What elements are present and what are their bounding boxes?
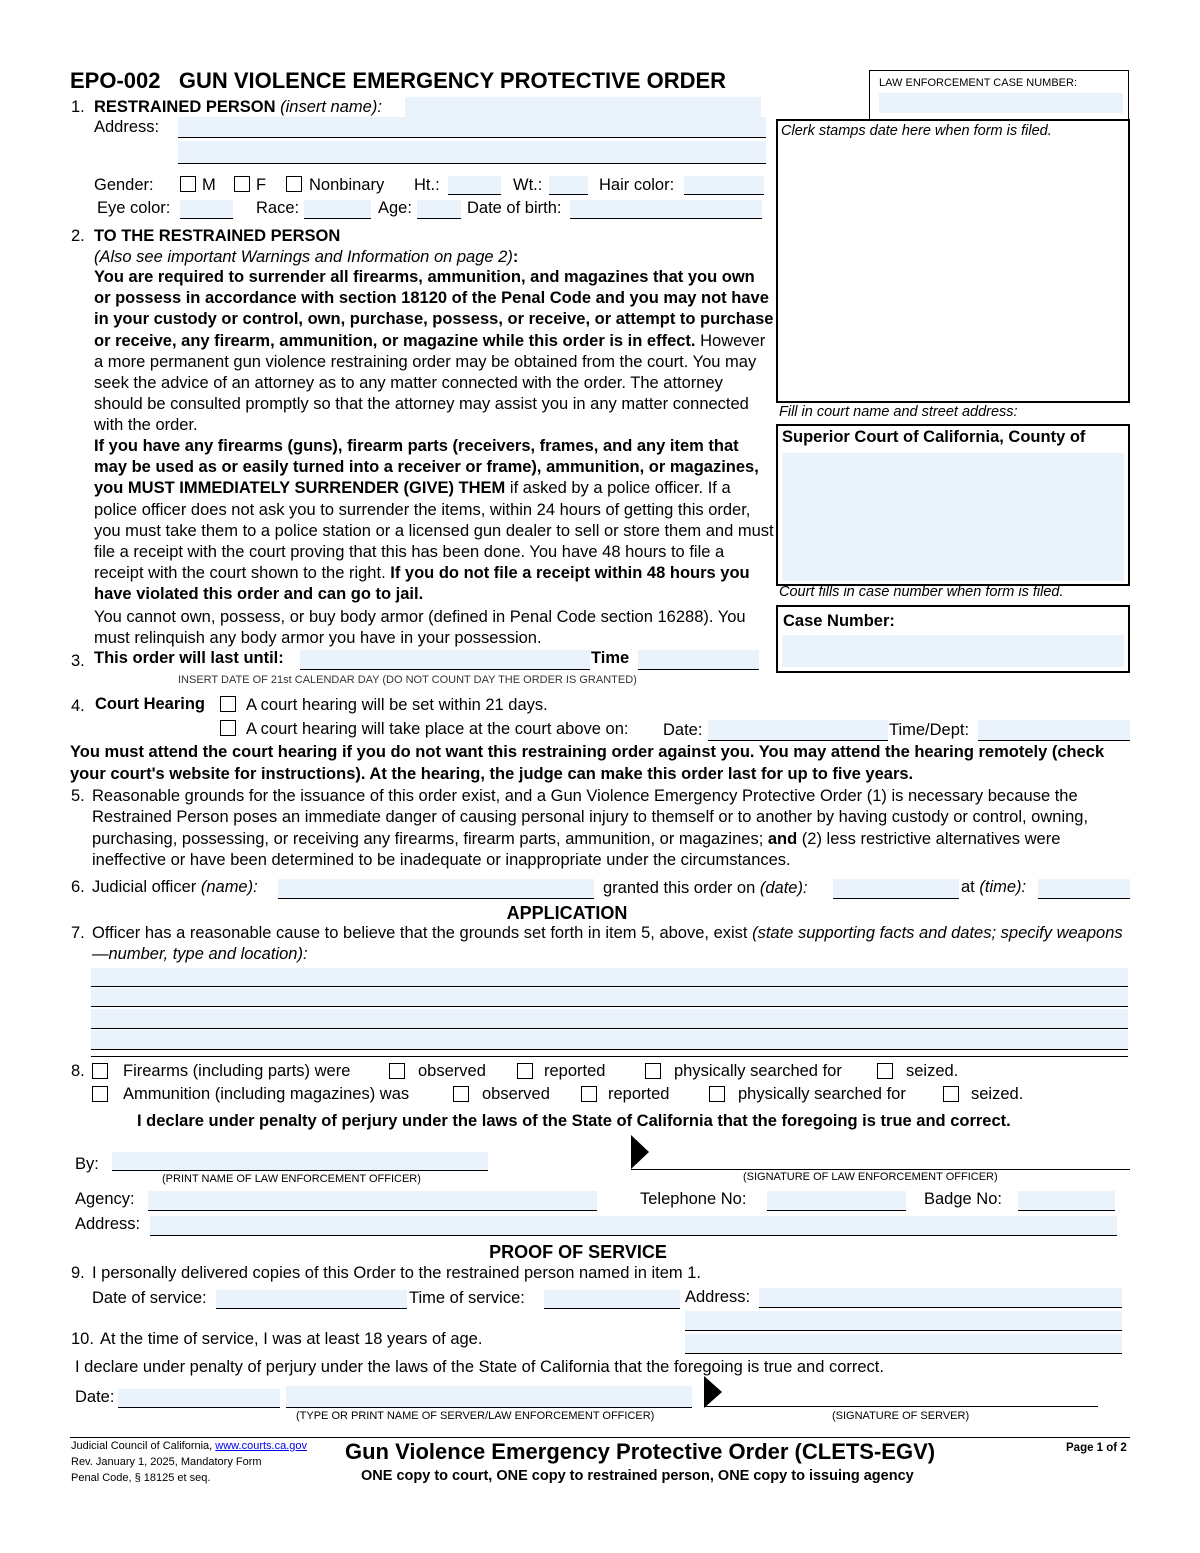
firearms-checkbox[interactable] — [92, 1063, 108, 1079]
item1-number: 1. — [71, 98, 85, 116]
item10-number: 10. — [71, 1330, 94, 1348]
item2-paragraph-1 — [94, 267, 774, 437]
firearms-seized-label: seized. — [906, 1062, 959, 1080]
surrender-instructions: if asked by a police officer. If a police officer does not ask you to surrender the items, within 24 hours of getting this order, you must take them to a police station or a licensed gun dealer to sell or store them and must file a receipt with the court proving that this has been done. You have 48 hours to file a receipt with the court shown to the right. — [94, 479, 774, 583]
case-number-label: Case Number: — [783, 612, 895, 630]
item5-and: and — [767, 829, 798, 848]
weight-field[interactable] — [549, 176, 588, 195]
proof-of-service-heading: PROOF OF SERVICE — [489, 1242, 667, 1262]
firearms-reported-label: reported — [544, 1062, 606, 1080]
granted-date-field[interactable] — [833, 879, 959, 899]
gender-m-label: M — [202, 176, 216, 194]
hearing-timedept-label: Time/Dept: — [889, 721, 970, 739]
granted-text: granted this order on — [603, 879, 756, 897]
item8-number: 8. — [71, 1062, 85, 1080]
form-id: EPO-002 — [70, 68, 161, 93]
clerk-stamp-text: Clerk stamps date here when form is filed. — [781, 123, 1052, 139]
insert-name-label: (insert name): — [280, 98, 382, 116]
ammo-seized-label: seized. — [971, 1085, 1024, 1103]
ammo-observed-label: observed — [482, 1085, 550, 1103]
hearing-21days-checkbox[interactable] — [220, 696, 236, 712]
granted-time-label — [961, 877, 1026, 898]
attorney-advice: However a more permanent gun violence restraining order may be obtained from the court. You may seek the advice of an attorney as to any matter connected with the order. The attorney should be consulted promptly so that the attorney may assist you in any matter connected with the order. — [94, 331, 766, 435]
form-title-text: GUN VIOLENCE EMERGENCY PROTECTIVE ORDER — [178, 68, 727, 93]
item5-text — [92, 786, 1132, 872]
hearing-scheduled-checkbox[interactable] — [220, 720, 236, 736]
time-of-service-field[interactable] — [544, 1290, 680, 1309]
item2-body-armor: You cannot own, possess, or buy body armor (defined in Penal Code section 16288). You must relinquish any body armor you have in your possession. — [94, 608, 746, 648]
facts-line-3[interactable] — [91, 1009, 1128, 1029]
server-name-caption: (TYPE OR PRINT NAME OF SERVER/LAW ENFORCEMENT OFFICER) — [296, 1410, 655, 1422]
service-address-field-1[interactable] — [759, 1288, 1122, 1308]
server-name-field[interactable] — [286, 1386, 692, 1408]
firearms-observed-checkbox[interactable] — [389, 1063, 405, 1079]
age-label: Age: — [378, 199, 412, 217]
server-date-label: Date: — [75, 1388, 115, 1406]
order-time-label: Time — [591, 649, 630, 667]
telephone-field[interactable] — [767, 1191, 906, 1211]
le-case-number-box — [869, 70, 1129, 120]
firearms-searched-label: physically searched for — [674, 1062, 842, 1080]
surrender-requirement: You are required to surrender all firearms, ammunition, and magazines that you own or possess in accordance with section 18120 of the Penal Code and you may not have in your custody or control, own, purchase, possess, or receive, or attempt to purchase or receive, any firearm, ammunition, or magazine while this order is in effect. — [94, 268, 774, 350]
officer-perjury-declaration: I declare under penalty of perjury under the laws of the State of California that the foregoing is true and correct. — [137, 1112, 1011, 1130]
gender-f-checkbox[interactable] — [234, 176, 250, 192]
item1-label — [94, 97, 382, 118]
server-signature-caption: (SIGNATURE OF SERVER) — [832, 1410, 970, 1422]
firearms-label: Firearms (including parts) were — [123, 1062, 351, 1080]
hearing-timedept-field[interactable] — [978, 720, 1130, 741]
telephone-label: Telephone No: — [640, 1190, 747, 1208]
judicial-officer-text: Judicial officer — [92, 878, 197, 896]
item7-text — [92, 923, 1132, 966]
footer-council-text: Judicial Council of California, — [71, 1440, 216, 1452]
clerk-stamp-box — [776, 119, 1130, 403]
address-field-2[interactable] — [178, 141, 766, 164]
firearms-observed-label: observed — [418, 1062, 486, 1080]
item7-text-main: Officer has a reasonable cause to believe that the grounds set forth in item 5, above, exist — [92, 924, 753, 942]
server-date-field[interactable] — [118, 1389, 280, 1408]
item2-number: 2. — [71, 227, 85, 245]
date-of-service-field[interactable] — [216, 1290, 407, 1309]
firearms-seized-checkbox[interactable] — [877, 1063, 893, 1079]
service-address-label: Address: — [685, 1288, 751, 1306]
item2-subtitle-colon: : — [512, 248, 519, 266]
ammo-seized-checkbox[interactable] — [943, 1086, 959, 1102]
ammo-searched-label: physically searched for — [738, 1085, 906, 1103]
ammo-searched-checkbox[interactable] — [709, 1086, 725, 1102]
item9-number: 9. — [71, 1264, 85, 1282]
order-end-time-field[interactable] — [638, 650, 759, 670]
dob-field[interactable] — [570, 200, 762, 219]
hearing-scheduled-label: A court hearing will take place at the court above on: — [246, 720, 629, 738]
officer-signature-arrow-icon — [631, 1135, 649, 1169]
footer-revision: Rev. January 1, 2025, Mandatory Form — [71, 1456, 262, 1468]
officer-signature-line[interactable] — [631, 1169, 1130, 1170]
by-label: By: — [75, 1155, 99, 1173]
order-date-note: INSERT DATE OF 21st CALENDAR DAY (DO NOT COUNT DAY THE ORDER IS GRANTED) — [178, 674, 637, 686]
item5-number: 5. — [71, 787, 85, 805]
item9-text: I personally delivered copies of this Order to the restrained person named in item 1. — [92, 1264, 701, 1282]
case-number-note: Court fills in case number when form is filed. — [779, 584, 1064, 600]
judicial-officer-label — [92, 877, 258, 898]
officer-signature-caption: (SIGNATURE OF LAW ENFORCEMENT OFFICER) — [743, 1171, 998, 1183]
hair-color-label: Hair color: — [599, 176, 675, 194]
item2-title: TO THE RESTRAINED PERSON — [94, 227, 341, 245]
server-signature-arrow-icon — [704, 1376, 722, 1408]
gender-m-checkbox[interactable] — [180, 176, 196, 192]
case-number-field[interactable] — [782, 635, 1124, 667]
agency-field[interactable] — [148, 1191, 597, 1211]
judicial-officer-name-label: (name): — [200, 878, 258, 896]
ammo-observed-checkbox[interactable] — [453, 1086, 469, 1102]
server-signature-line[interactable] — [704, 1406, 1098, 1407]
item10-text: At the time of service, I was at least 18 years of age. — [100, 1330, 483, 1348]
firearms-searched-checkbox[interactable] — [645, 1063, 661, 1079]
restrained-name-field[interactable] — [405, 97, 761, 118]
officer-name-field[interactable] — [112, 1152, 488, 1171]
hearing-attendance-warning: You must attend the court hearing if you do not want this restraining order against you. You may attend the hearing remotely (check your court's website for instructions). At the hearing, the judge can make this order last for up to five years. — [70, 743, 1105, 783]
officer-address-field[interactable] — [150, 1216, 1117, 1236]
service-address-field-2[interactable] — [685, 1311, 1122, 1331]
badge-label: Badge No: — [924, 1190, 1002, 1208]
footer-penal-code: Penal Code, § 18125 et seq. — [71, 1472, 211, 1484]
item6-number: 6. — [71, 878, 85, 896]
race-label: Race: — [256, 199, 300, 217]
gender-nonbinary-checkbox[interactable] — [286, 176, 302, 192]
order-end-date-field[interactable] — [300, 650, 590, 670]
item7-number: 7. — [71, 924, 85, 942]
footer-council — [71, 1440, 307, 1453]
race-field[interactable] — [304, 200, 371, 219]
officer-name-caption: (PRINT NAME OF LAW ENFORCEMENT OFFICER) — [162, 1173, 421, 1185]
badge-field[interactable] — [1018, 1191, 1115, 1211]
item5-text-a: Reasonable grounds for the issuance of this order exist, and a Gun Violence Emergency Protective Order (1) is necessary because the Restrained Person poses an immediate danger of causing personal injury to themself or to another by having custody or control, owning, purchasing, possessing, or receiving any firearms, firearm parts, ammunition, or magazines; — [92, 787, 1089, 848]
officer-address-label: Address: — [75, 1215, 141, 1233]
ammo-reported-label: reported — [608, 1085, 670, 1103]
hearing-date-field[interactable] — [708, 720, 888, 741]
item7-text-italic: (state supporting facts and dates; specify weapons—number, type and location): — [92, 924, 1123, 964]
item3-number: 3. — [71, 652, 85, 670]
weight-label: Wt.: — [513, 176, 543, 194]
application-heading: APPLICATION — [506, 903, 628, 923]
granted-at-text: at — [961, 878, 975, 896]
facts-line-2[interactable] — [91, 988, 1128, 1007]
le-case-number-label: LAW ENFORCEMENT CASE NUMBER: — [879, 77, 1078, 89]
address-label: Address: — [94, 118, 160, 136]
hair-color-field[interactable] — [684, 176, 764, 195]
address-field-1[interactable] — [178, 117, 766, 138]
height-field[interactable] — [448, 176, 501, 195]
court-address-field[interactable] — [782, 453, 1124, 581]
courts-website-link[interactable]: www.courts.ca.gov — [215, 1440, 307, 1452]
granted-label — [603, 878, 808, 899]
hearing-date-label: Date: — [663, 721, 703, 739]
item4-number: 4. — [71, 697, 85, 715]
gender-f-label: F — [256, 176, 267, 194]
granted-time-text: (time): — [979, 878, 1027, 896]
dob-label: Date of birth: — [467, 199, 562, 217]
item2-paragraph-2 — [94, 436, 774, 606]
court-name-box — [776, 424, 1130, 586]
granted-date-label: (date): — [759, 879, 808, 897]
restrained-person-label: RESTRAINED PERSON — [94, 98, 276, 116]
ammunition-checkbox[interactable] — [92, 1086, 108, 1102]
item5-text-b: (2) less restrictive alternatives were ineffective or have been determined to be inadequate or inappropriate under the circumstances. — [92, 829, 1061, 870]
surrender-warning: If you have any firearms (guns), firearm parts (receivers, frames, and any item that may be used as or easily turned into a receiver or frame), ammunition, or magazines, you MUST IMMEDIATELY SURRENDER (GIVE) THEM — [94, 437, 759, 498]
court-name: Superior Court of California, County of — [782, 428, 1086, 446]
form-title — [70, 67, 726, 95]
hearing-21days-label: A court hearing will be set within 21 days. — [246, 696, 548, 714]
item2-subtitle-text: (Also see important Warnings and Information on page 2) — [94, 248, 513, 266]
court-name-label: Fill in court name and street address: — [779, 404, 1018, 420]
gender-label: Gender: — [94, 176, 154, 194]
footer-copies: ONE copy to court, ONE copy to restrained person, ONE copy to issuing agency — [361, 1468, 914, 1484]
case-number-box — [776, 605, 1130, 673]
eye-color-label: Eye color: — [97, 199, 171, 217]
jail-warning: If you do not file a receipt within 48 hours you have violated this order and can go to jail. — [94, 564, 750, 604]
item2-subtitle — [94, 247, 518, 268]
eye-color-field[interactable] — [180, 200, 233, 219]
granted-time-field[interactable] — [1038, 879, 1130, 899]
judicial-officer-name-field[interactable] — [278, 879, 594, 899]
agency-label: Agency: — [75, 1190, 135, 1208]
height-label: Ht.: — [414, 176, 440, 194]
facts-divider — [91, 1056, 1128, 1057]
server-perjury-declaration: I declare under penalty of perjury under the laws of the State of California that the foregoing is true and correct. — [75, 1358, 884, 1376]
gender-nonbinary-label: Nonbinary — [309, 176, 385, 194]
le-case-number-field[interactable] — [879, 93, 1123, 113]
date-of-service-label: Date of service: — [92, 1289, 207, 1307]
page-number: Page 1 of 2 — [1066, 1442, 1127, 1454]
ammo-reported-checkbox[interactable] — [581, 1086, 597, 1102]
court-hearing-label: Court Hearing — [95, 695, 206, 713]
time-of-service-label: Time of service: — [409, 1289, 525, 1307]
footer-title: Gun Violence Emergency Protective Order (CLETS-EGV) — [345, 1439, 936, 1464]
firearms-reported-checkbox[interactable] — [517, 1063, 533, 1079]
facts-line-4[interactable] — [91, 1030, 1128, 1050]
ammunition-label: Ammunition (including magazines) was — [123, 1085, 410, 1103]
facts-line-1[interactable] — [91, 968, 1128, 987]
order-last-label: This order will last until: — [94, 649, 284, 667]
age-field[interactable] — [417, 200, 461, 219]
service-address-field-3[interactable] — [685, 1334, 1122, 1354]
